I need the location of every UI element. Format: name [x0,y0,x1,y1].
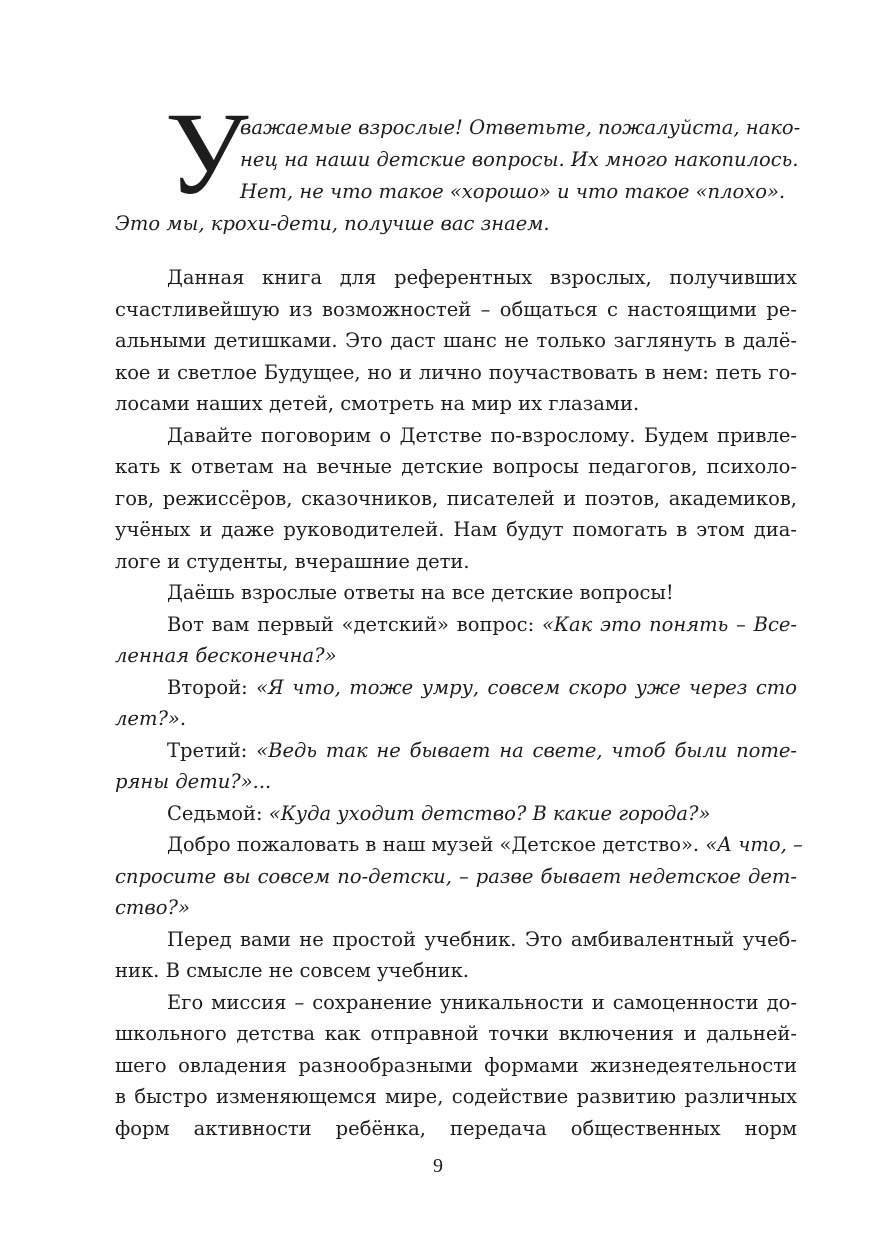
text-line [115,798,797,830]
page-body [115,88,803,1144]
text-line: кое и светлое Будущее, но и лично поучаствовать в нем: петь го- [115,360,797,384]
drop-cap: У [165,88,249,219]
text-line [115,703,797,735]
question-lead: Вот вам первый «детский» вопрос: [167,612,542,636]
child-question: лет?». [115,707,187,730]
question-lead: Седьмой: [167,801,269,825]
text-line: кать к ответам на вечные детские вопросы педагогов, психоло- [115,455,797,478]
text-line [115,892,797,924]
question-lead: Второй: [167,675,257,699]
text-line: счастливейшую из возможностей – общаться с настоящими ре- [115,297,797,321]
text-line: Данная книга для референтных взрослых, получивших [167,266,797,289]
paragraph-7 [115,798,797,830]
text-line: школьного детства как отправной точки включения и дальней- [115,1022,797,1045]
text-line [115,609,797,641]
text-line: ник. В смысле не совсем учебник. [115,959,469,982]
child-question: спросите вы совсем по-детски, – разве бывает недетское дет- [115,864,797,888]
paragraph-6 [115,735,797,798]
text-line [115,735,797,767]
text-line [115,861,797,893]
intro-block [115,88,801,238]
text-line [115,829,803,861]
text-line: учёных и даже руководителей. Нам будут помогать в этом диа- [115,518,797,541]
child-question: «Как это понять – Все- [541,612,798,636]
text-line: Даёшь взрослые ответы на все детские вопросы! [167,581,674,604]
child-question: ленная бесконечна?» [115,644,337,667]
child-question: «А что, – [705,833,803,856]
paragraph-8 [115,829,803,924]
paragraph-1 [115,262,797,420]
text-line: Перед вами не простой учебник. Это амбивалентный учеб- [167,927,797,951]
text-line: Его миссия – сохранение уникальности и самоценности до- [167,990,797,1014]
text-line: гов, режиссёров, сказочников, писателей и поэтов, академиков, [115,486,797,510]
question-lead: Третий: [167,738,257,762]
intro-line: нец на наши детские вопросы. Их много накопилось. [240,148,799,171]
text-line: лосами наших детей, смотреть на мир их глазами. [115,392,640,415]
paragraph-9 [115,924,797,987]
text-line: шего овладения разнообразными формами жизнедеятельности [115,1053,797,1077]
child-question: «Я что, тоже умру, совсем скоро уже через сто [256,675,797,699]
text-line: в быстро изменяющемся мире, содействие развитию различных [115,1085,797,1108]
text-line [115,766,797,798]
paragraph-4 [115,609,797,672]
paragraph-10 [115,987,797,1145]
text-line: Давайте поговорим о Детстве по-взрослому. Будем привле- [167,423,797,447]
text-line: форм активности ребёнка, передача общественных норм [115,1116,797,1140]
child-question: «Ведь так не бывает на свете, чтоб были поте- [256,738,797,762]
paragraph-3 [115,577,797,609]
child-question: ство?» [115,896,190,919]
text-line [115,672,797,704]
text-line: логе и студенты, вчерашние дети. [115,549,470,573]
paragraph-2 [115,420,797,578]
text-line: альными детишками. Это даст шанс не только заглянуть в далё- [115,329,797,352]
child-question: ряны дети?»... [115,770,272,793]
question-lead: Добро пожаловать в наш музей «Детское детство». [167,833,706,856]
paragraph-5 [115,672,797,735]
intro-line: Это мы, крохи-дети, получше вас знаем. [115,212,550,235]
child-question: «Куда уходит детство? В какие города?» [268,801,711,825]
text-line [115,640,797,672]
page-number: 9 [433,1155,443,1177]
intro-line: важаемые взрослые! Ответьте, пожалуйста, нако- [240,116,801,139]
body-text [115,262,803,1144]
intro-line: Нет, не что такое «хорошо» и что такое «плохо». [240,180,786,203]
